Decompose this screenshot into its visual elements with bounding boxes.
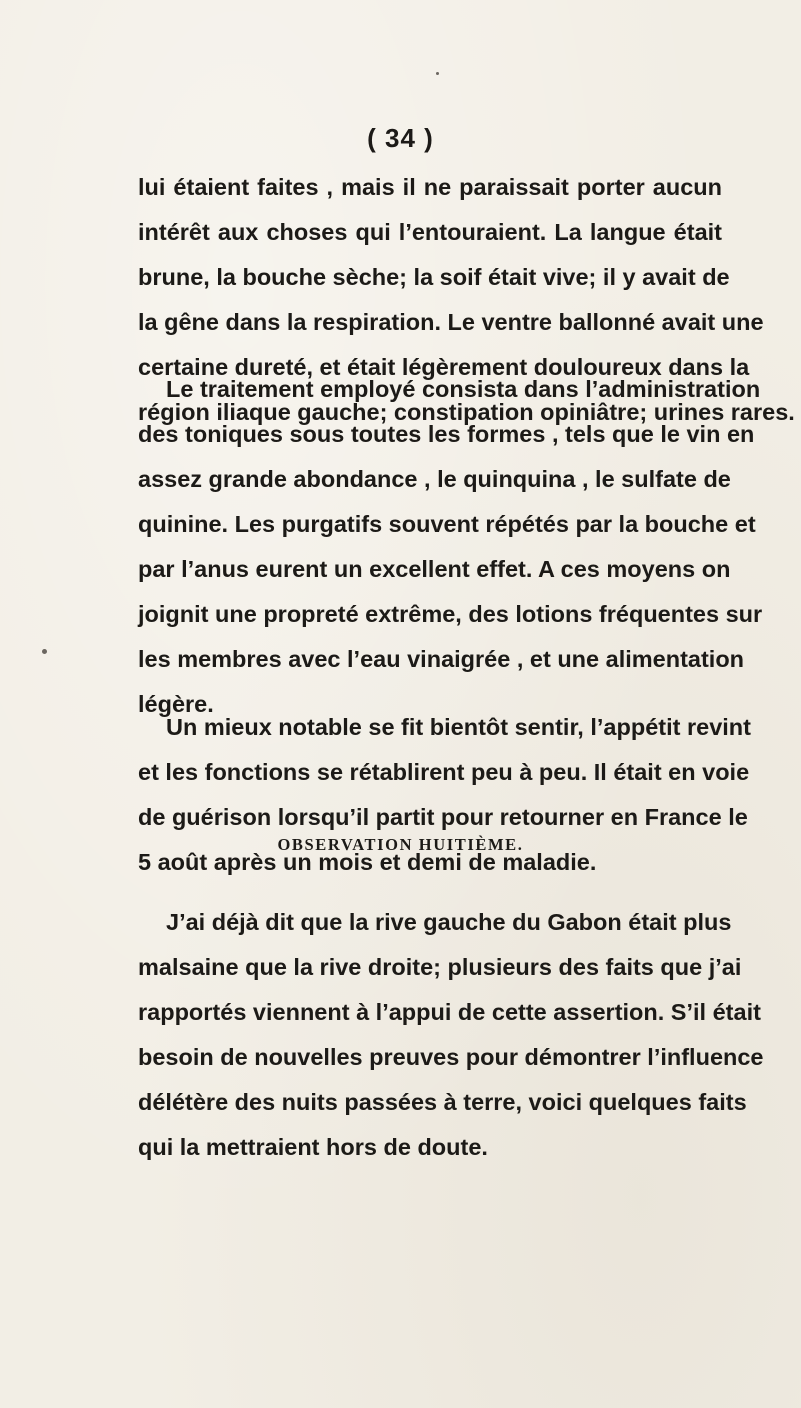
- text-line: assez grande abondance , le quinquina , le sulfate de: [138, 466, 731, 492]
- text-line: les membres avec l’eau vinaigrée , et une alimentation: [138, 646, 745, 672]
- paragraph-3: [138, 705, 751, 885]
- text-line: brune, la bouche sèche; la soif était vive; il y avait de: [138, 264, 730, 290]
- text-line: lui étaient faites , mais il ne paraissait porter aucun: [138, 174, 722, 200]
- text-line: des toniques sous toutes les formes , tels que le vin en: [138, 421, 755, 447]
- text-line: délétère des nuits passées à terre, voici quelques faits: [138, 1089, 747, 1115]
- ink-speck: [436, 72, 439, 75]
- text-line: 5 août après un mois et demi de maladie.: [138, 849, 597, 875]
- text-line: la gêne dans la respiration. Le ventre ballonné avait une: [138, 309, 764, 335]
- page-number: ( 34 ): [367, 123, 434, 153]
- text-line: par l’anus eurent un excellent effet. A ces moyens on: [138, 556, 731, 582]
- text-line: légère.: [138, 691, 214, 717]
- text-line: malsaine que la rive droite; plusieurs des faits que j’ai: [138, 954, 742, 980]
- text-line: de guérison lorsqu’il partit pour retourner en France le: [138, 804, 748, 830]
- text-line: quinine. Les purgatifs souvent répétés par la bouche et: [138, 511, 756, 537]
- text-line: Un mieux notable se fit bientôt sentir, l’appétit revint: [166, 714, 751, 740]
- paragraph-4: [138, 900, 764, 1170]
- text-line: certaine dureté, et était légèrement douloureux dans la: [138, 354, 750, 380]
- text-line: qui la mettraient hors de doute.: [138, 1134, 488, 1160]
- section-heading: OBSERVATION HUITIÈME.: [277, 835, 524, 854]
- text-line: joignit une propreté extrême, des lotions fréquentes sur: [138, 601, 763, 627]
- ink-speck: [42, 649, 47, 654]
- text-line: besoin de nouvelles preuves pour démontrer l’influence: [138, 1044, 764, 1070]
- text-line: rapportés viennent à l’appui de cette assertion. S’il était: [138, 999, 761, 1025]
- text-line: et les fonctions se rétablirent peu à peu. Il était en voie: [138, 759, 750, 785]
- text-line: Le traitement employé consista dans l’administration: [166, 376, 761, 402]
- text-line: J’ai déjà dit que la rive gauche du Gabon était plus: [166, 909, 732, 935]
- text-line: région iliaque gauche; constipation opiniâtre; urines rares.: [138, 399, 795, 425]
- text-line: intérêt aux choses qui l’entouraient. La langue était: [138, 219, 722, 245]
